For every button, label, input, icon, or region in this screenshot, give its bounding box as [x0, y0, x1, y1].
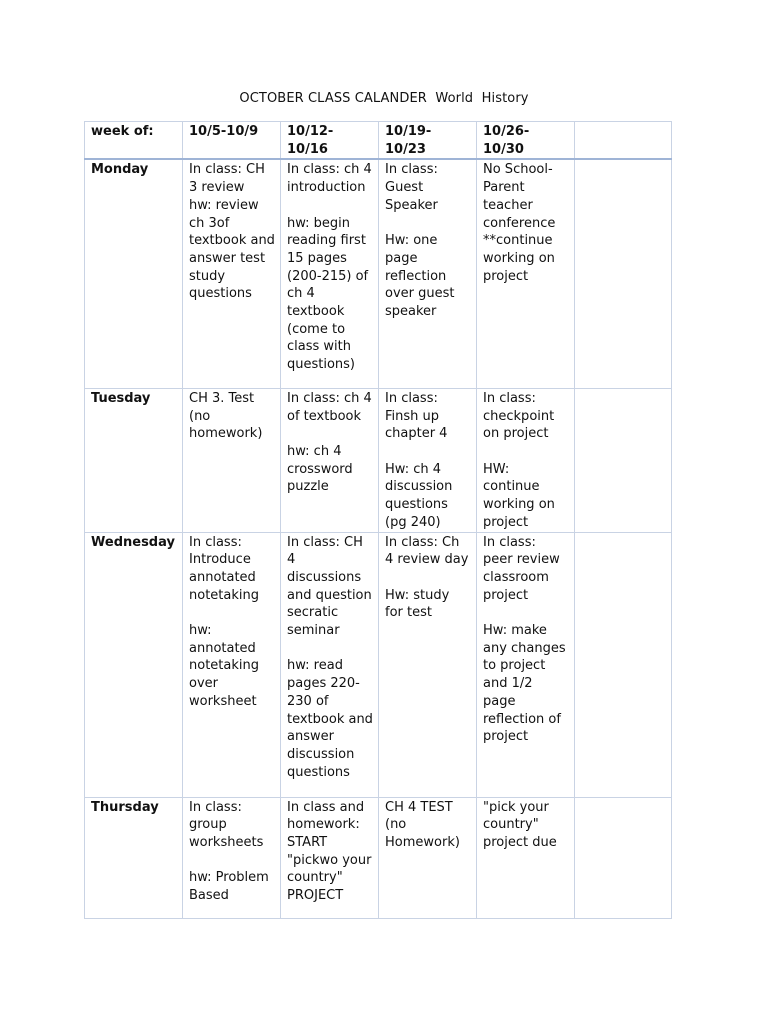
table-cell: CH 3. Test (no homework) — [183, 388, 281, 532]
table-cell: In class: Guest Speaker Hw: one page reflection over guest speaker — [379, 159, 477, 388]
table-cell: In class: peer review classroom project Hw: make any changes to project and 1/2 page reflection of project — [477, 532, 575, 797]
table-cell — [575, 159, 672, 388]
day-label: Wednesday — [85, 532, 183, 797]
header-cell-week-2: 10/12- 10/16 — [281, 122, 379, 160]
table-cell: In class: Ch 4 review day Hw: study for test — [379, 532, 477, 797]
table-cell: CH 4 TEST (no Homework) — [379, 797, 477, 918]
table-cell: In class: CH 3 review hw: review ch 3of textbook and answer test study questions — [183, 159, 281, 388]
header-cell-week-1: 10/5-10/9 — [183, 122, 281, 160]
table-row-thursday — [85, 797, 672, 918]
table-cell: In class: CH 4 discussions and question secratic seminar hw: read pages 220-230 of textbook and answer discussion questions — [281, 532, 379, 797]
table-cell: In class: Introduce annotated notetaking hw: annotated notetaking over worksheet — [183, 532, 281, 797]
table-row-wednesday — [85, 532, 672, 797]
table-cell: In class: ch 4 introduction hw: begin reading first 15 pages (200-215) of ch 4 textbook (come to class with questions) — [281, 159, 379, 388]
table-cell: In class: group worksheets hw: Problem Based — [183, 797, 281, 918]
table-cell: "pick your country" project due — [477, 797, 575, 918]
header-cell-week-3: 10/19- 10/23 — [379, 122, 477, 160]
table-cell: In class: Finsh up chapter 4 Hw: ch 4 discussion questions (pg 240) — [379, 388, 477, 532]
header-cell-empty — [575, 122, 672, 160]
header-cell-week-of: week of: — [85, 122, 183, 160]
day-label: Monday — [85, 159, 183, 388]
table-cell — [575, 532, 672, 797]
table-cell — [575, 388, 672, 532]
table-cell: In class and homework: START "pickwo your country" PROJECT — [281, 797, 379, 918]
table-cell — [575, 797, 672, 918]
table-cell: No School-Parent teacher conference **continue working on project — [477, 159, 575, 388]
day-label: Thursday — [85, 797, 183, 918]
table-row-monday — [85, 159, 672, 388]
calendar-table — [84, 121, 672, 919]
day-label: Tuesday — [85, 388, 183, 532]
header-row — [85, 122, 672, 160]
table-cell: In class: ch 4 of textbook hw: ch 4 crossword puzzle — [281, 388, 379, 532]
header-cell-week-4: 10/26- 10/30 — [477, 122, 575, 160]
page-title: OCTOBER CLASS CALANDER World History — [239, 91, 529, 106]
table-cell: In class: checkpoint on project HW: continue working on project — [477, 388, 575, 532]
table-row-tuesday — [85, 388, 672, 532]
